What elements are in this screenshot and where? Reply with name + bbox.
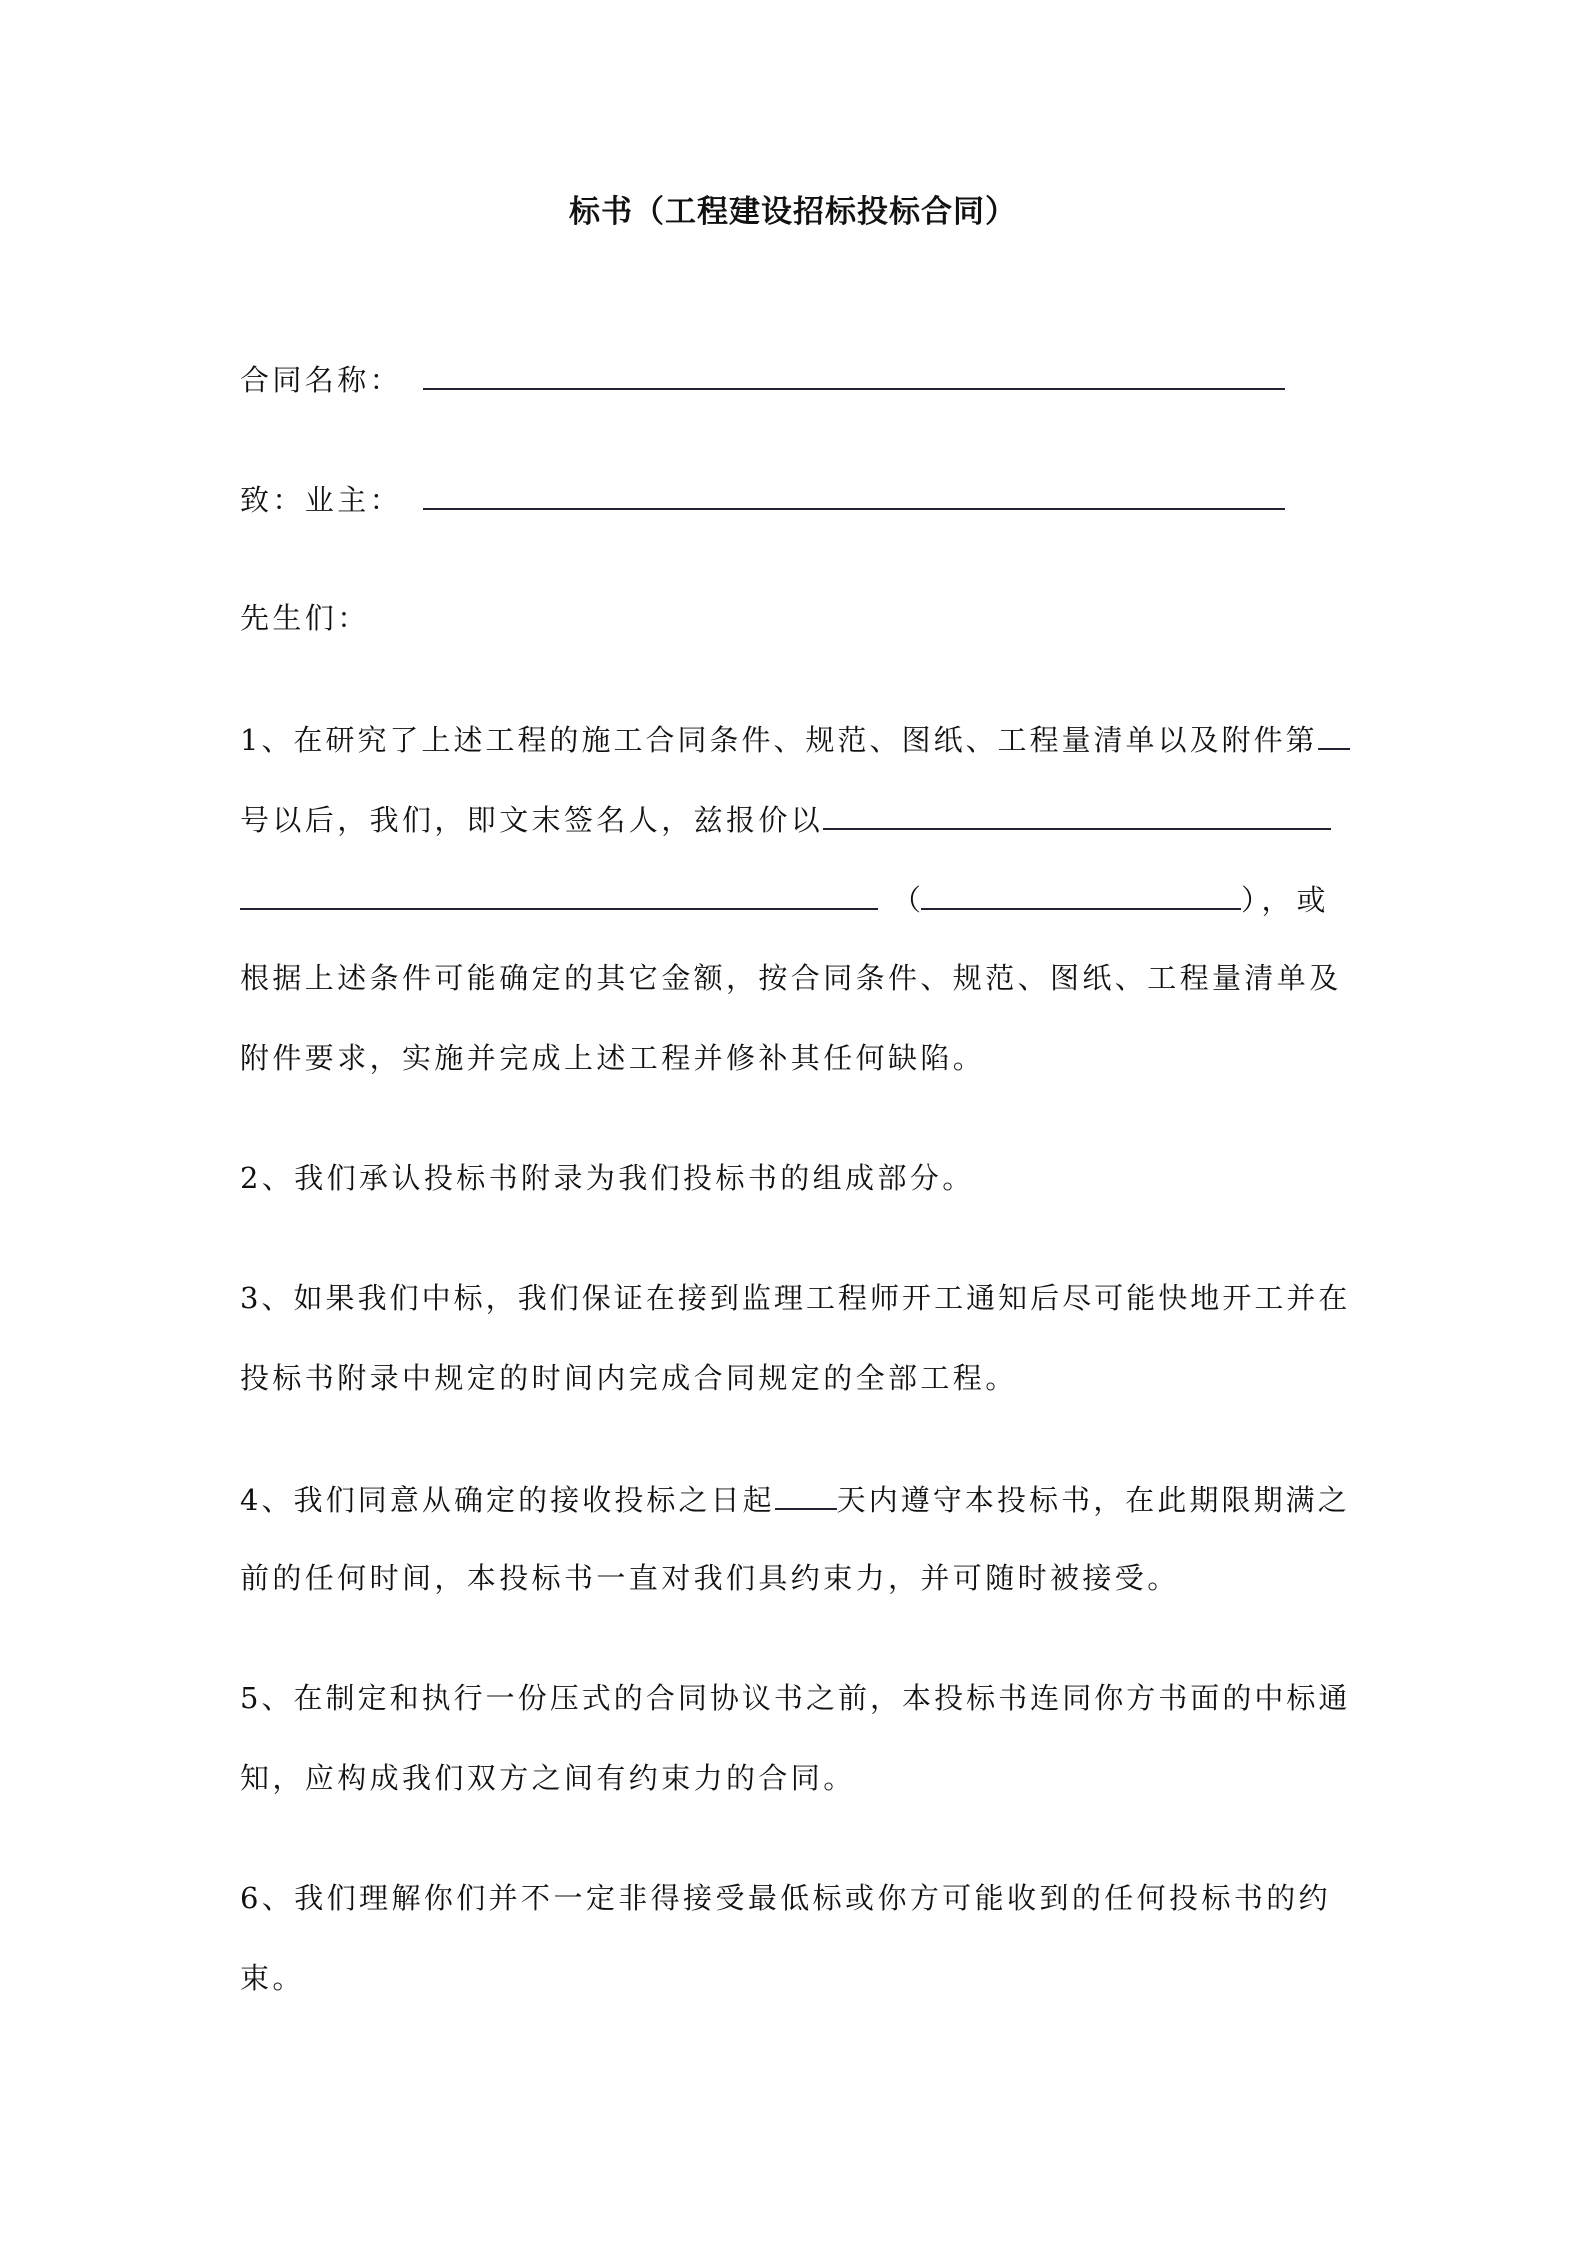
paragraph-1-line-5: 附件要求，实施并完成上述工程并修补其任何缺陷。 [240, 1041, 986, 1075]
attachment-number-blank[interactable] [1318, 718, 1350, 750]
paragraph-1-text: 号以后，我们，即文末签名人，兹报价以 [240, 803, 824, 837]
to-owner-label: 致：业主： [240, 483, 403, 517]
paragraph-3-line-2: 投标书附录中规定的时间内完成合同规定的全部工程。 [240, 1361, 1018, 1395]
document-title: 标书（工程建设招标投标合同） [569, 194, 1017, 230]
paragraph-1-text: 1、在研究了上述工程的施工合同条件、规范、图纸、工程量清单以及附件第 [240, 723, 1318, 757]
paragraph-5-line-1: 5、在制定和执行一份压式的合同协议书之前，本投标书连同你方书面的中标通 [240, 1681, 1351, 1715]
salutation: 先生们： [240, 601, 370, 635]
paragraph-1-line-4: 根据上述条件可能确定的其它金额，按合同条件、规范、图纸、工程量清单及 [240, 961, 1342, 995]
paren-close-or: ），或 [1241, 883, 1332, 917]
contract-name-label: 合同名称： [240, 363, 403, 397]
bid-amount-words-blank[interactable] [240, 878, 878, 910]
paragraph-1-line-1 [240, 718, 1350, 760]
paragraph-4-text-b: 天内遵守本投标书，在此期限期满之 [836, 1483, 1350, 1517]
paragraph-1-line-2 [240, 798, 1331, 840]
validity-days-blank[interactable] [775, 1478, 837, 1510]
paragraph-2-line-1: 2、我们承认投标书附录为我们投标书的组成部分。 [240, 1161, 975, 1195]
paragraph-5-line-2: 知，应构成我们双方之间有约束力的合同。 [240, 1761, 856, 1795]
paragraph-1-line-3 [240, 878, 1332, 920]
contract-name-blank[interactable] [423, 358, 1285, 390]
paragraph-4-line-1 [240, 1478, 1350, 1520]
to-owner-row [240, 478, 1285, 520]
to-owner-blank[interactable] [423, 478, 1285, 510]
paragraph-6-line-1: 6、我们理解你们并不一定非得接受最低标或你方可能收到的任何投标书的约 [240, 1881, 1332, 1915]
paragraph-4-line-2: 前的任何时间，本投标书一直对我们具约束力，并可随时被接受。 [240, 1561, 1180, 1595]
paragraph-3-line-1: 3、如果我们中标，我们保证在接到监理工程师开工通知后尽可能快地开工并在 [240, 1281, 1351, 1315]
paren-open: （ [892, 883, 922, 917]
bid-amount-blank[interactable] [823, 798, 1331, 830]
bid-amount-figures-blank[interactable] [921, 878, 1241, 910]
paragraph-6-line-2: 束。 [240, 1961, 305, 1995]
paragraph-4-text-a: 4、我们同意从确定的接收投标之日起 [240, 1483, 775, 1517]
contract-name-row [240, 358, 1285, 400]
